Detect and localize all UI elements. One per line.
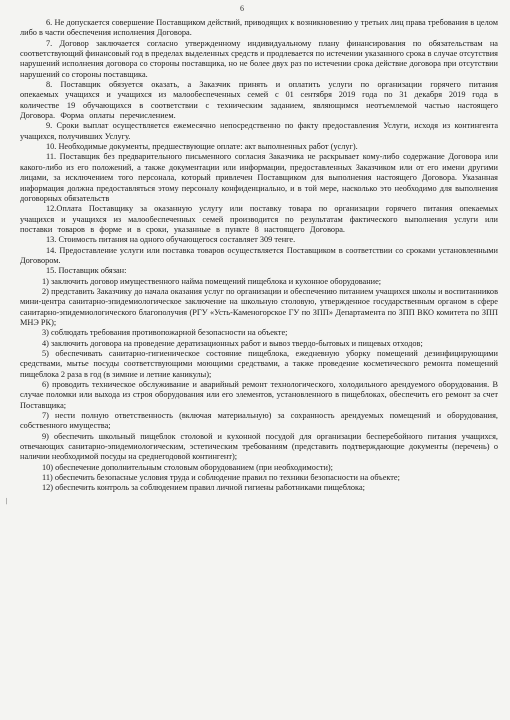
- obligation-10: 10) обеспечение дополнительным столовым оборудованием (при необходимости);: [42, 462, 333, 472]
- paragraph-13: 13. Стоимость питания на одного обучающегося составляет 309 тенге.: [46, 235, 296, 245]
- paragraph-8: 8. Поставщик обязуется оказать, а Заказчик принять и оплатить услуги по организации горячего питания опекаемых учащихся и учащихся из малообеспеченных семей с 01 сентября 2019 года по 31 декабря 2019 года в количестве 19 обучающихся в соответствии с техническим заданием, являющимся неотъемлемой частью настоящего Договора. Форма оплаты перечислением.: [20, 80, 498, 121]
- obligation-7: 7) нести полную ответственность (включая материальную) за сохранность арендуемых помещений и оборудования, собственного имущества;: [20, 411, 498, 431]
- paragraph-10: 10. Необходимые документы, предшествующие оплате: акт выполненных работ (услуг).: [46, 142, 358, 152]
- paragraph-15-heading: 15. Поставщик обязан:: [46, 266, 127, 276]
- paragraph-6: 6. Не допускается совершение Поставщиком действий, приводящих к возникновению у третьих лиц права требования в целом либо в части обеспечения исполнения Договора.: [20, 18, 498, 38]
- obligation-1: 1) заключить договор имущественного найма помещений пищеблока и кухонное оборудование;: [42, 276, 382, 286]
- obligation-11: 11) обеспечить безопасные условия труда и соблюдение правил по техники безопасности на объекте;: [42, 473, 400, 483]
- obligation-4: 4) заключить договора на проведение дератизационных работ и вывоз твердо-бытовых и пищевых отходов;: [42, 338, 423, 348]
- obligation-5: 5) обеспечивать санитарно-гигиеническое состояние пищеблока, ежедневную уборку помещений дезинфицирующими средствами, мытье посуды соответствующими моющими средствами, а также проведение косметического ремонта помещений пищеблока 2 раза в год (в зимние и летние каникулы);: [20, 349, 498, 379]
- obligation-9: 9) обеспечить школьный пищеблок столовой и кухонной посудой для организации бесперебойного питания учащихся, отвечающих санитарно-эпидемиологическим, эстетическим требованиям (представить подтверждающие документы (перечень) о наличии необходимой посуды на среднегодовой контингент);: [20, 431, 498, 462]
- obligation-3: 3) соблюдать требования противопожарной безопасности на объекте;: [42, 328, 288, 338]
- paragraph-9: 9. Сроки выплат осуществляется ежемесячно непосредственно по факту предоставления Услуги, исходя из контингента учащихся, получивших Услугу.: [20, 121, 498, 141]
- obligation-2: 2) представить Заказчику до начала оказания услуг по организации и обеспечению питанием учащихся школы и воспитанников мини-центра санитарно-эпидемиологическое заключение на школьную столовую, утвержденное государственным органом в сфере санитарно-эпидемиологического благополучия (РГУ «Усть-Каменогорское ГУ по ЗПП» Департамента по ЗПП ВКО комитета по ЗПП МНЭ РК);: [20, 286, 498, 327]
- paragraph-11: 11. Поставщик без предварительного письменного согласия Заказчика не раскрывает кому-либо содержание Договора или какого-либо из его положений, а также документации или информации, предоставленных Заказчиком или от его имени другими лицами, за исключением того персонала, который привлечен Поставщиком для выполнения настоящего Договора. Указанная информация должна предоставляться этому персоналу конфиденциально, и в той мере, насколько это необходимо для выполнения договорных обязательств: [20, 152, 498, 203]
- document-body: [20, 18, 498, 494]
- paragraph-12: 12.Оплата Поставщику за оказанную услугу или поставку товара по организации горячего питания опекаемых учащихся и учащихся из малообеспеченных семей производится по результатам фактического выполнения услуги или поставки товаров в форме и в сроки, указанные в пункте 8 настоящего Договора.: [20, 204, 498, 234]
- paragraph-14: 14. Предоставление услуги или поставка товаров осуществляется Поставщиком в соответствии со сроками установленными Договором.: [20, 245, 498, 265]
- paragraph-7: 7. Договор заключается согласно утвержденному индивидуальному плану финансирования по обязательствам на соответствующий финансовый год в пределах выделенных средств и продлевается по истечении указанного срока в случае отсутствия нарушений исполнения договора со стороны поставщика, но не более двух раз по истечении срока действие договора при отсутствии нарушений со стороны поставщика.: [20, 38, 498, 79]
- obligation-12: 12) обеспечить контроль за соблюдением правил личной гигиены работниками пищеблока;: [42, 483, 365, 493]
- page-number: 6: [240, 4, 244, 13]
- obligation-6: 6) проводить техническое обслуживание и аварийный ремонт технологического, холодильного арендуемого оборудования. В случае поломки или выхода из строя оборудования или его элементов, установленного в пищеблоках, обеспечить его ремонт за счет Поставщика;: [20, 380, 498, 410]
- pen-mark: /: [3, 495, 10, 507]
